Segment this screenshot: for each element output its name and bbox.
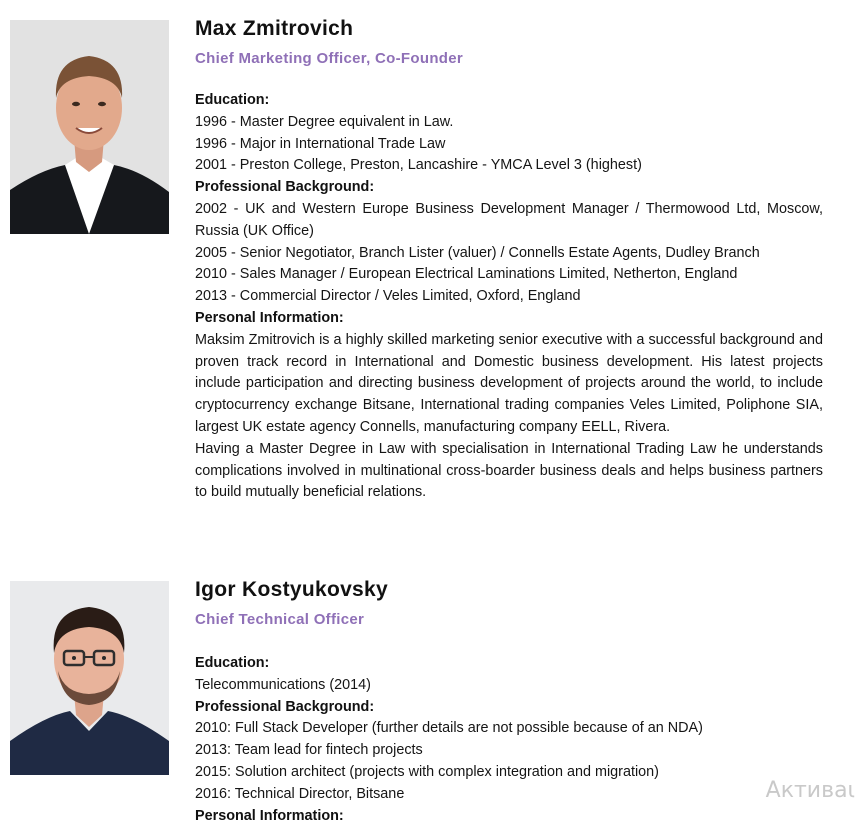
background-heading: Professional Background: xyxy=(195,698,375,715)
background-item: 2002 - UK and Western Europe Business Development Manager / Thermowood Ltd, Moscow, Russia (UK Office) xyxy=(195,200,823,239)
member-photo xyxy=(10,20,169,234)
personal-paragraph: Having a Master Degree in Law with specialisation in International Trading Law he understands complications involved in multinational cross-boarder business deals and helps business partners to build mutually beneficial relations. xyxy=(195,440,823,501)
member-photo xyxy=(10,581,169,775)
member-details xyxy=(195,653,823,827)
background-item: 2005 - Senior Negotiator, Branch Lister (valuer) / Connells Estate Agents, Dudley Branch xyxy=(195,244,760,261)
background-item: 2010: Full Stack Developer (further details are not possible because of an NDA) xyxy=(195,720,703,737)
education-heading: Education: xyxy=(195,92,270,108)
personal-heading: Personal Information: xyxy=(195,309,344,326)
background-item: 2015: Solution architect (projects with complex integration and migration) xyxy=(195,763,659,780)
os-activation-watermark: Активаι xyxy=(765,778,855,803)
background-item: 2013: Team lead for fintech projects xyxy=(195,742,423,759)
member-name: Igor Kostyukovsky xyxy=(195,578,388,601)
education-heading: Education: xyxy=(195,655,270,671)
member-role: Chief Technical Officer xyxy=(195,611,365,628)
education-item: Telecommunications (2014) xyxy=(195,676,371,693)
background-item: 2016: Technical Director, Bitsane xyxy=(195,785,405,802)
education-item: 1996 - Major in International Trade Law xyxy=(195,135,446,152)
member-details xyxy=(195,90,823,504)
personal-paragraph: Maksim Zmitrovich is a highly skilled marketing senior executive with a successful background and proven track record in International and Domestic business development. His latest projects include participation and directing business development of projects around the world, to include cryptocurrency exchange Bitsane, International trading companies Veles Limited, Poliphone SIA, largest UK estate agency Connells, manufacturing company EELL, Rivera. xyxy=(195,331,823,435)
education-item: 1996 - Master Degree equivalent in Law. xyxy=(195,113,454,130)
education-item: 2001 - Preston College, Preston, Lancashire - YMCA Level 3 (highest) xyxy=(195,157,642,174)
member-info xyxy=(195,577,823,827)
member-role: Chief Marketing Officer, Co-Founder xyxy=(195,50,464,67)
member-info xyxy=(195,16,823,504)
background-heading: Professional Background: xyxy=(195,179,375,196)
personal-heading: Personal Information: xyxy=(195,807,344,824)
background-item: 2010 - Sales Manager / European Electrical Laminations Limited, Netherton, England xyxy=(195,266,738,283)
member-name: Max Zmitrovich xyxy=(195,17,354,40)
background-item: 2013 - Commercial Director / Veles Limited, Oxford, England xyxy=(195,288,581,305)
